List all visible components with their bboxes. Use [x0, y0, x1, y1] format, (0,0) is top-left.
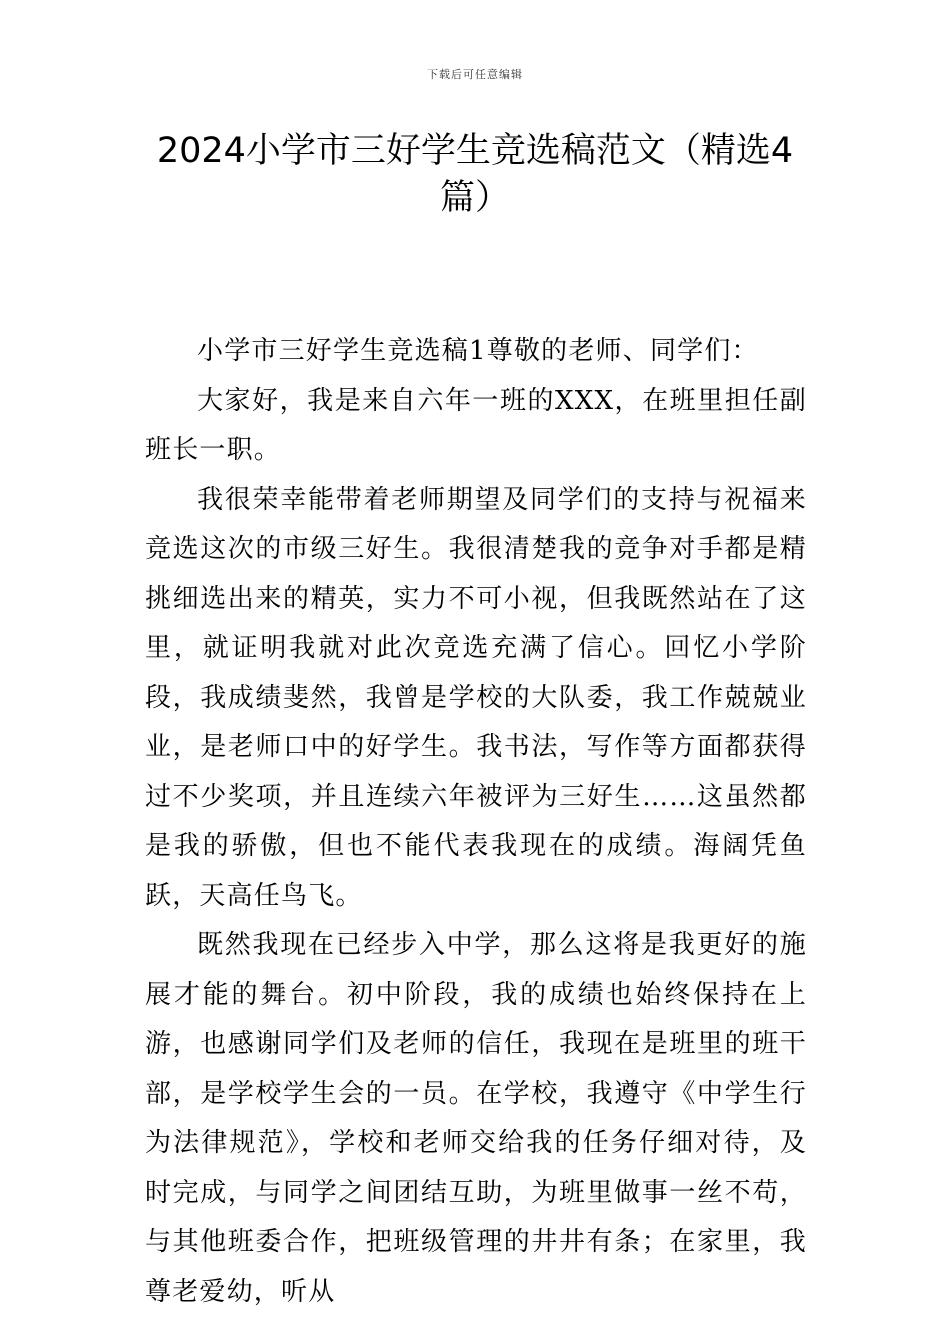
paragraph: 小学市三好学生竞选稿1尊敬的老师、同学们：	[197, 336, 759, 366]
document-body	[145, 327, 807, 1317]
paragraph: 大家好，我是来自六年一班的XXX，在班里担任副班长一职。	[145, 385, 807, 465]
paragraph: 我很荣幸能带着老师期望及同学们的支持与祝福来竞选这次的市级三好生。我很清楚我的竞争对手都是精挑细选出来的精英，实力不可小视，但我既然站在了这里，就证明我就对此次竞选充满了信心。回忆小学阶段，我成绩斐然，我曾是学校的大队委，我工作兢兢业业，是老师口中的好学生。我书法，写作等方面都获得过不少奖项，并且连续六年被评为三好生……这虽然都是我的骄傲，但也不能代表我现在的成绩。海阔凭鱼跃，天高任鸟飞。	[145, 484, 807, 911]
document-title: 2024小学市三好学生竞选稿范文（精选4篇）	[156, 131, 794, 218]
header-note: 下载后可任意编辑	[427, 68, 523, 81]
paragraph: 既然我现在已经步入中学，那么这将是我更好的施展才能的舞台。初中阶段，我的成绩也始终保持在上游，也感谢同学们及老师的信任，我现在是班里的班干部，是学校学生会的一员。在学校，我遵守《中学生行为法律规范》，学校和老师交给我的任务仔细对待，及时完成，与同学之间团结互助，为班里做事一丝不苟，与其他班委合作，把班级管理的井井有条；在家里，我尊老爱幼，听从	[145, 930, 807, 1307]
